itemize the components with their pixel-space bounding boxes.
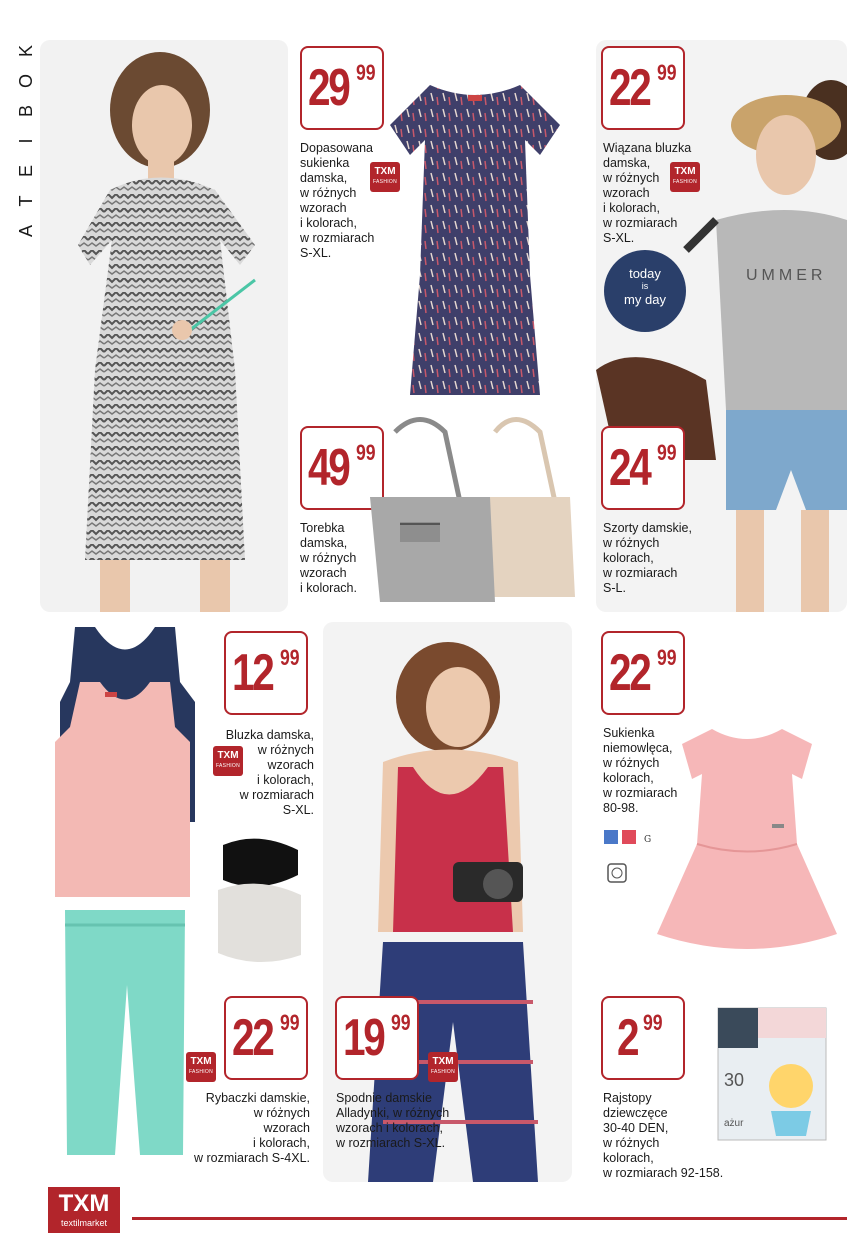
price-integer: 29 [308,59,349,117]
title-letter: E [16,165,36,178]
title-letter: I [16,138,36,144]
logo-line2: textilmarket [60,1218,107,1228]
desc-line: w rozmiarach [603,216,678,230]
badge-line1: TXM [374,166,396,177]
badge-line2: FASHION [215,763,241,769]
price-integer: 49 [308,439,349,497]
desc-line: w różnych [300,551,357,565]
desc-line: damska, [300,536,348,550]
desc-line: niemowlęca, [603,741,673,755]
desc-line: Sukienka [603,726,655,740]
badge-text: is [641,281,649,291]
woman-dress-illustration [40,40,288,612]
badge-text: my day [624,292,666,307]
desc-line: Rybaczki damskie, [205,1091,310,1105]
price-decimal: 99 [356,60,376,85]
price-decimal: 99 [391,1010,411,1035]
price-tag-tights [601,996,685,1080]
desc-line: kolorach, [603,551,654,565]
badge-line2: FASHION [672,179,698,185]
section-title-kobieta [14,36,38,246]
tights-label-text: ażur [724,1118,744,1129]
badge-line2: FASHION [188,1069,214,1075]
today-is-my-day-badge [604,250,686,332]
dress-product-image [380,75,570,405]
txm-fashion-badge [428,1052,458,1082]
desc-line: Rajstopy [603,1091,652,1105]
desc-line: wzorach [300,566,347,580]
tshirt-print-text: UMMER [746,267,827,284]
price-tag-shorts [601,426,685,510]
desc-line: w rozmiarach [300,231,375,245]
desc-handbag [300,521,357,596]
desc-shorts [603,521,692,596]
baby-dress-product-image [652,724,842,956]
desc-line: damska, [603,156,651,170]
price-decimal: 99 [280,645,300,670]
desc-tied-blouse [603,141,691,246]
logo-line1: TXM [58,1190,110,1217]
desc-line: w różnych [300,186,357,200]
price-decimal: 99 [280,1010,300,1035]
price-integer: 22 [232,1009,273,1067]
desc-tights [603,1091,723,1181]
desc-dress [300,141,374,261]
desc-line: w różnych [257,743,314,757]
desc-line: Spodnie damskie [336,1091,432,1105]
desc-line: w różnych [603,536,660,550]
price-tag-aladdin-pants [335,996,419,1080]
footer-divider [132,1217,847,1220]
price-integer: 19 [343,1009,384,1067]
badge-text: today [629,266,661,281]
desc-line: wzorach [603,186,650,200]
price-integer: 24 [609,439,650,497]
tights-package-image [716,1006,828,1142]
desc-line: 80-98. [603,801,639,815]
desc-line: w różnych [253,1106,310,1120]
desc-line: w różnych [603,1136,660,1150]
desc-line: w rozmiarach [603,786,678,800]
title-letter: O [16,74,36,89]
txm-fashion-badge [670,162,700,192]
desc-line: i kolorach, [603,201,660,215]
desc-line: kolorach, [603,1151,654,1165]
desc-line: w rozmiarach [603,566,678,580]
title-letter: K [16,45,36,58]
desc-line: Bluzka damska, [225,728,314,742]
desc-line: Alladynki, w różnych [336,1106,450,1120]
desc-line: wzorach [300,201,347,215]
txm-fashion-badge [186,1052,216,1082]
desc-line: Torebka [300,521,345,535]
price-decimal: 99 [643,1010,663,1035]
desc-line: Szorty damskie, [603,521,692,535]
badge-line1: TXM [432,1056,454,1067]
desc-line: dziewczęce [603,1106,668,1120]
price-tag-tank-top [224,631,308,715]
badge-line2: FASHION [430,1069,456,1075]
price-tag-baby-dress [601,631,685,715]
desc-line: w rozmiarach S-XL. [336,1136,446,1150]
price-integer: 2 [617,1009,638,1067]
badge-line2: FASHION [372,179,398,185]
tights-den-text: 30 [724,1070,745,1090]
desc-line: w rozmiarach S-4XL. [193,1151,310,1165]
txm-textilmarket-logo [48,1187,120,1233]
desc-line: Dopasowana [300,141,373,155]
desc-line: i kolorach. [300,581,357,595]
desc-line: S-XL. [282,803,314,817]
desc-line: S-L. [603,581,626,595]
price-tag-capri [224,996,308,1080]
desc-line: w rozmiarach [239,788,314,802]
desc-line: w różnych [603,171,660,185]
price-integer: 12 [232,644,273,702]
badge-line1: TXM [190,1056,212,1067]
title-letter: B [16,105,36,118]
desc-line: damska, [300,171,348,185]
price-decimal: 99 [356,440,376,465]
desc-line: wzorach [267,758,314,772]
desc-line: 30-40 DEN, [603,1121,669,1135]
desc-capri [160,1091,310,1166]
desc-line: w różnych [603,756,660,770]
desc-line: i kolorach, [253,1136,310,1150]
badge-line1: TXM [217,750,239,761]
desc-line: i kolorach, [257,773,314,787]
fabric-swatches [213,835,303,965]
desc-line: wzorach [263,1121,310,1135]
title-letter: T [16,195,36,207]
desc-line: S-XL. [603,231,635,245]
svg-text:G: G [644,835,652,845]
price-integer: 22 [609,644,650,702]
desc-line: i kolorach, [300,216,357,230]
handbags-product-image [365,412,580,607]
desc-line: S-XL. [300,246,332,260]
photo-woman-dress [40,40,288,612]
price-decimal: 99 [657,440,677,465]
title-letter: A [16,225,36,238]
desc-line: Wiązana bluzka [603,141,692,155]
price-decimal: 99 [657,645,677,670]
price-tag-tied-blouse [601,46,685,130]
desc-line: kolorach, [603,771,654,785]
desc-line: wzorach i kolorach, [336,1121,443,1135]
desc-aladdin-pants [336,1091,449,1151]
badge-line1: TXM [674,166,696,177]
desc-line: w rozmiarach 92-158. [603,1166,724,1180]
price-integer: 22 [609,59,650,117]
txm-fashion-badge [213,746,243,776]
price-decimal: 99 [657,60,677,85]
price-tag-dress [300,46,384,130]
desc-line: sukienka [300,156,350,170]
